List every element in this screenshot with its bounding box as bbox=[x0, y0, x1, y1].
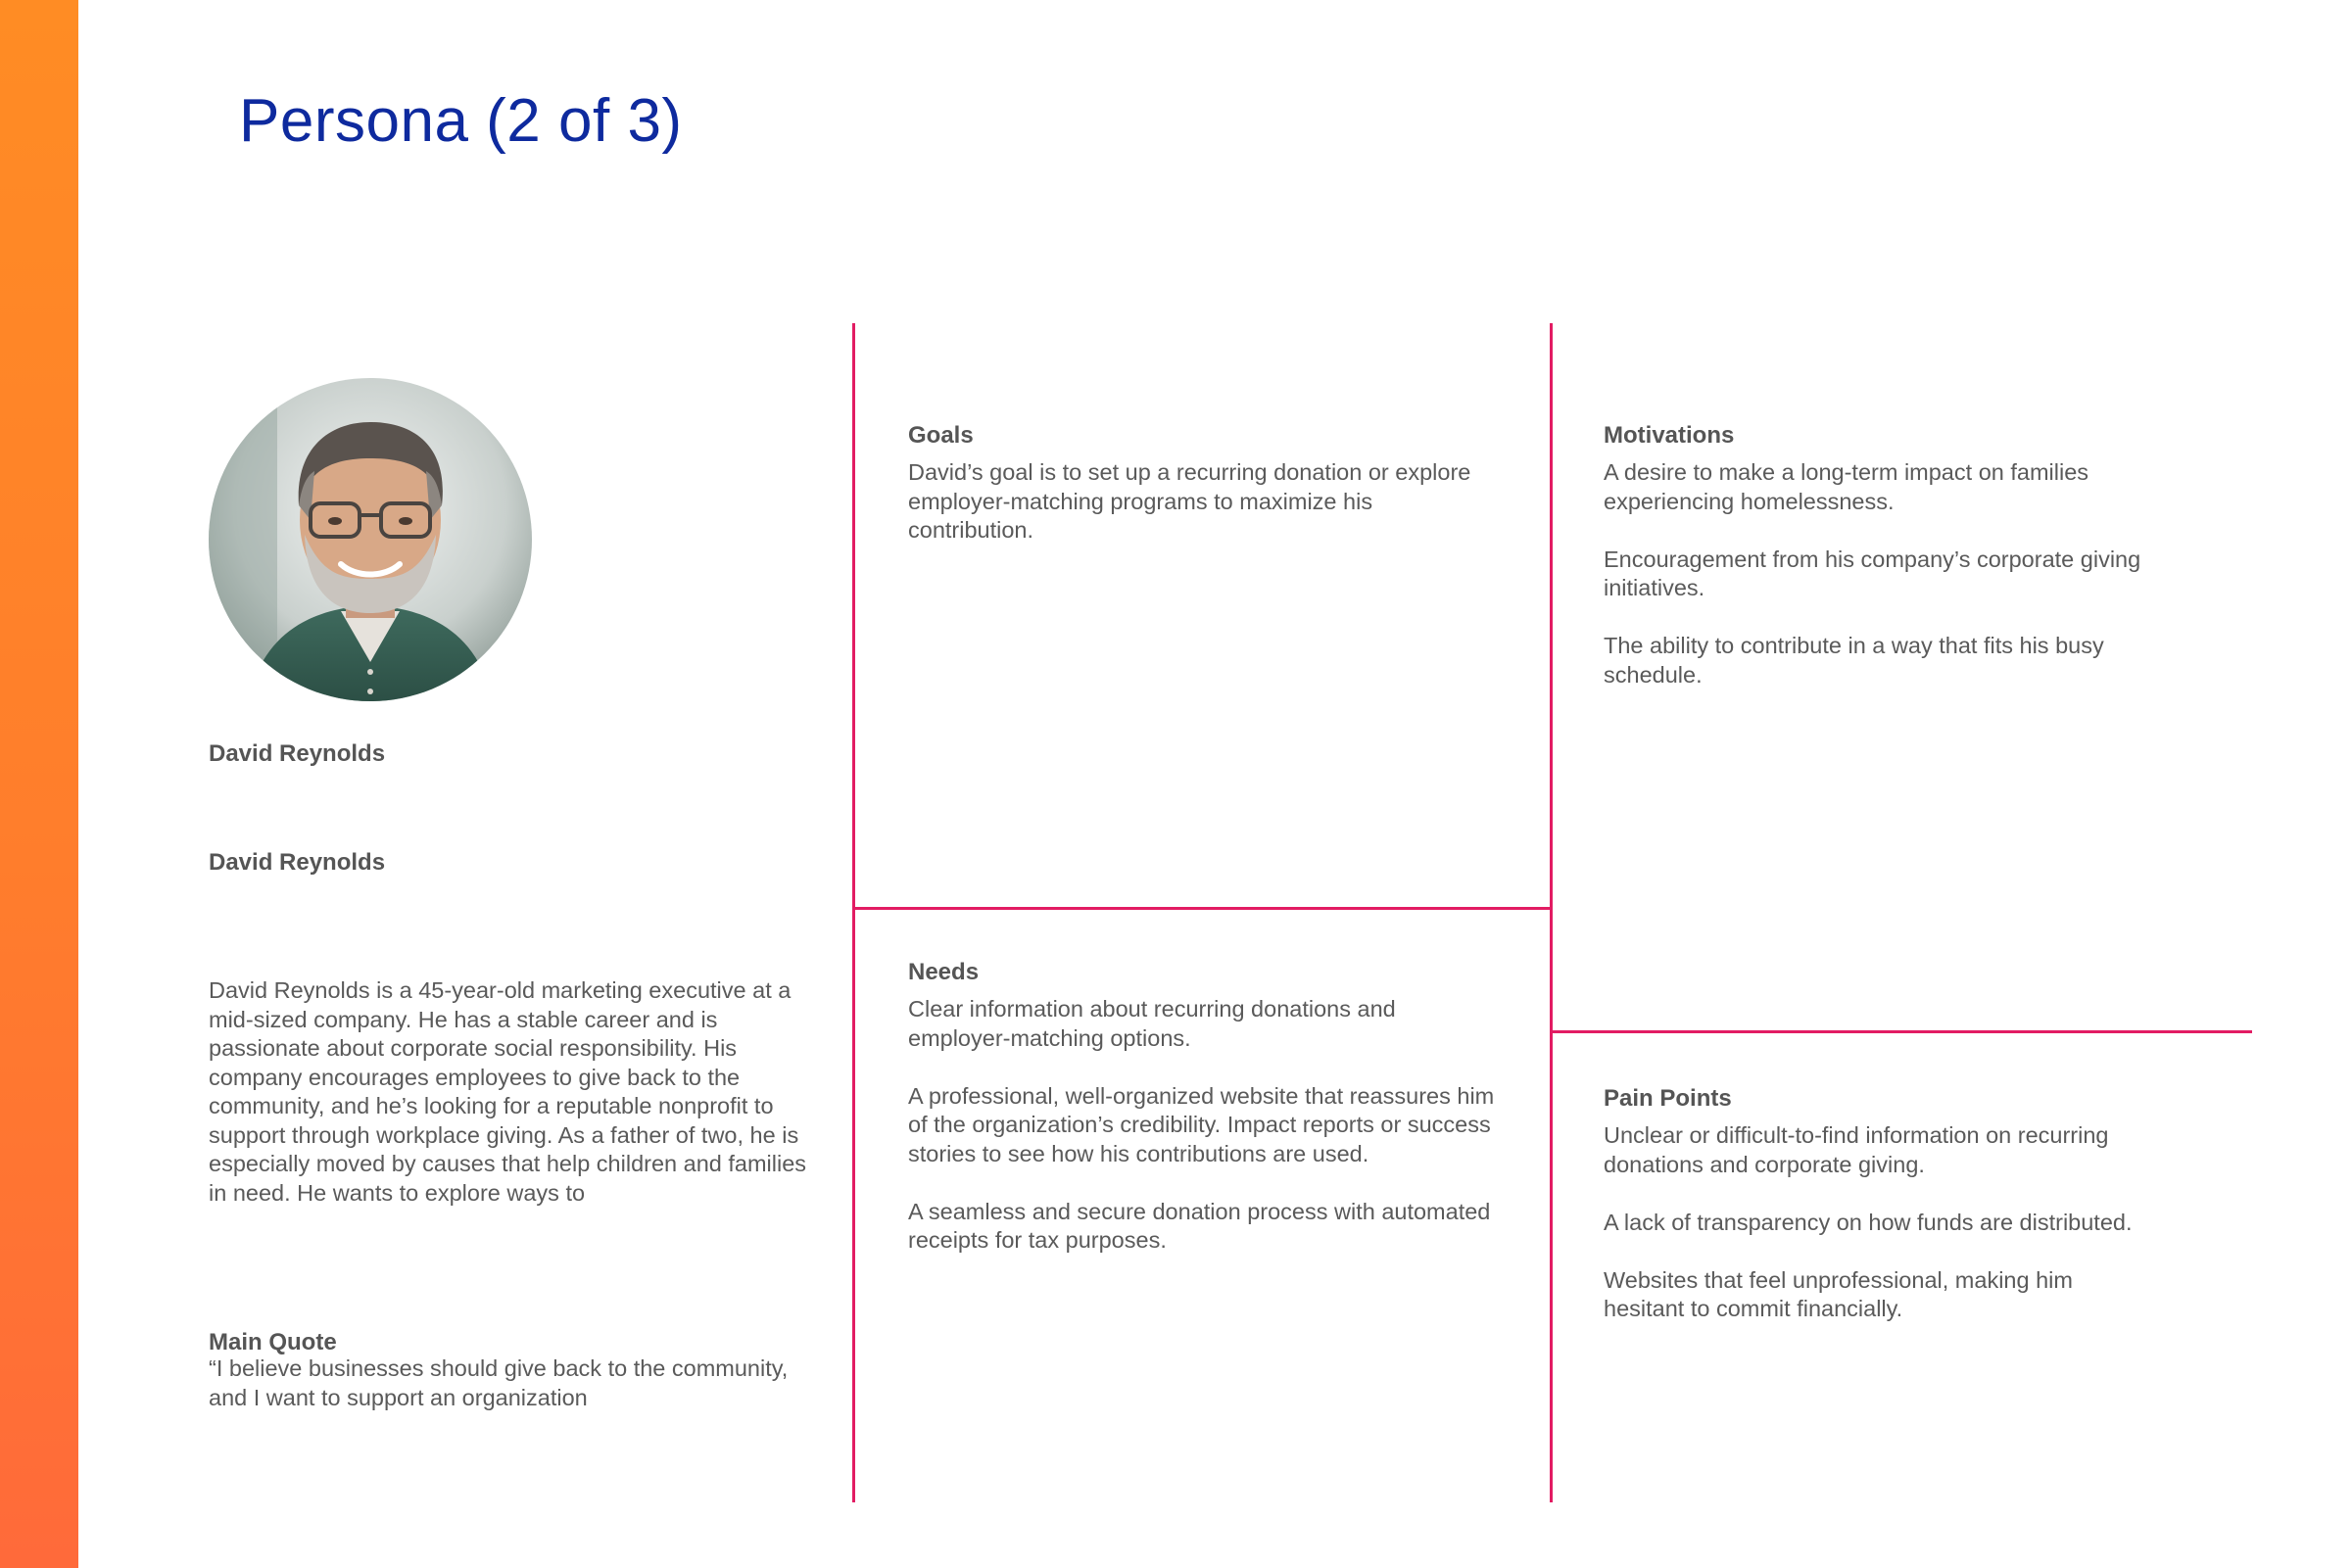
main-quote-label: Main Quote bbox=[209, 1329, 337, 1355]
main-quote-text: “I believe businesses should give back to the community, and I want to support an organization bbox=[209, 1355, 789, 1410]
persona-bio: David Reynolds is a 45-year-old marketing executive at a mid-sized company. He has a stable career and is passionate about corporate social responsibility. His company encourages employees to give back to the community, and he’s looking for a reputable nonprofit to support through workplace giving. As a father of two, he is especially moved by causes that help children and families in need. He wants to explore ways to bbox=[209, 977, 807, 1206]
motivations-paragraph: Encouragement from his company’s corporate giving initiatives. bbox=[1604, 546, 2141, 600]
column-divider-left bbox=[852, 323, 855, 1502]
goals-text bbox=[908, 458, 1496, 546]
goals-heading: Goals bbox=[908, 422, 974, 449]
motivations-paragraph: A desire to make a long-term impact on families experiencing homelessness. bbox=[1604, 459, 2089, 514]
needs-paragraph: Clear information about recurring donations and employer-matching options. bbox=[908, 996, 1396, 1051]
portrait-image bbox=[209, 378, 532, 701]
pain-points-paragraph: A lack of transparency on how funds are distributed. bbox=[1604, 1209, 2133, 1235]
pain-points-paragraph: Websites that feel unprofessional, making him hesitant to commit financially. bbox=[1604, 1266, 2073, 1321]
goals-paragraph: David’s goal is to set up a recurring donation or explore employer-matching programs to maximize his contribution. bbox=[908, 459, 1471, 543]
persona-name-repeat: David Reynolds bbox=[209, 849, 386, 876]
persona-photo bbox=[209, 378, 532, 701]
page-title: Persona (2 of 3) bbox=[239, 87, 683, 155]
row-divider-right bbox=[1550, 1030, 2252, 1033]
motivations-text bbox=[1604, 458, 2201, 689]
needs-heading: Needs bbox=[908, 959, 980, 985]
needs-paragraph: A professional, well-organized website that reassures him of the organization’s credibility. Impact reports or success stories to see how his contributions are used. bbox=[908, 1082, 1495, 1166]
column-divider-right bbox=[1550, 323, 1553, 1502]
pain-points-text bbox=[1604, 1121, 2152, 1324]
motivations-heading: Motivations bbox=[1604, 422, 1735, 449]
row-divider-middle bbox=[852, 907, 1553, 910]
sidebar-accent-bar bbox=[0, 0, 78, 1568]
pain-points-heading: Pain Points bbox=[1604, 1085, 1732, 1112]
needs-paragraph: A seamless and secure donation process with automated receipts for tax purposes. bbox=[908, 1198, 1491, 1253]
pain-points-paragraph: Unclear or difficult-to-find information on recurring donations and corporate giving. bbox=[1604, 1122, 2109, 1177]
needs-text bbox=[908, 995, 1496, 1256]
motivations-paragraph: The ability to contribute in a way that fits his busy schedule. bbox=[1604, 633, 2104, 688]
persona-name: David Reynolds bbox=[209, 740, 386, 767]
